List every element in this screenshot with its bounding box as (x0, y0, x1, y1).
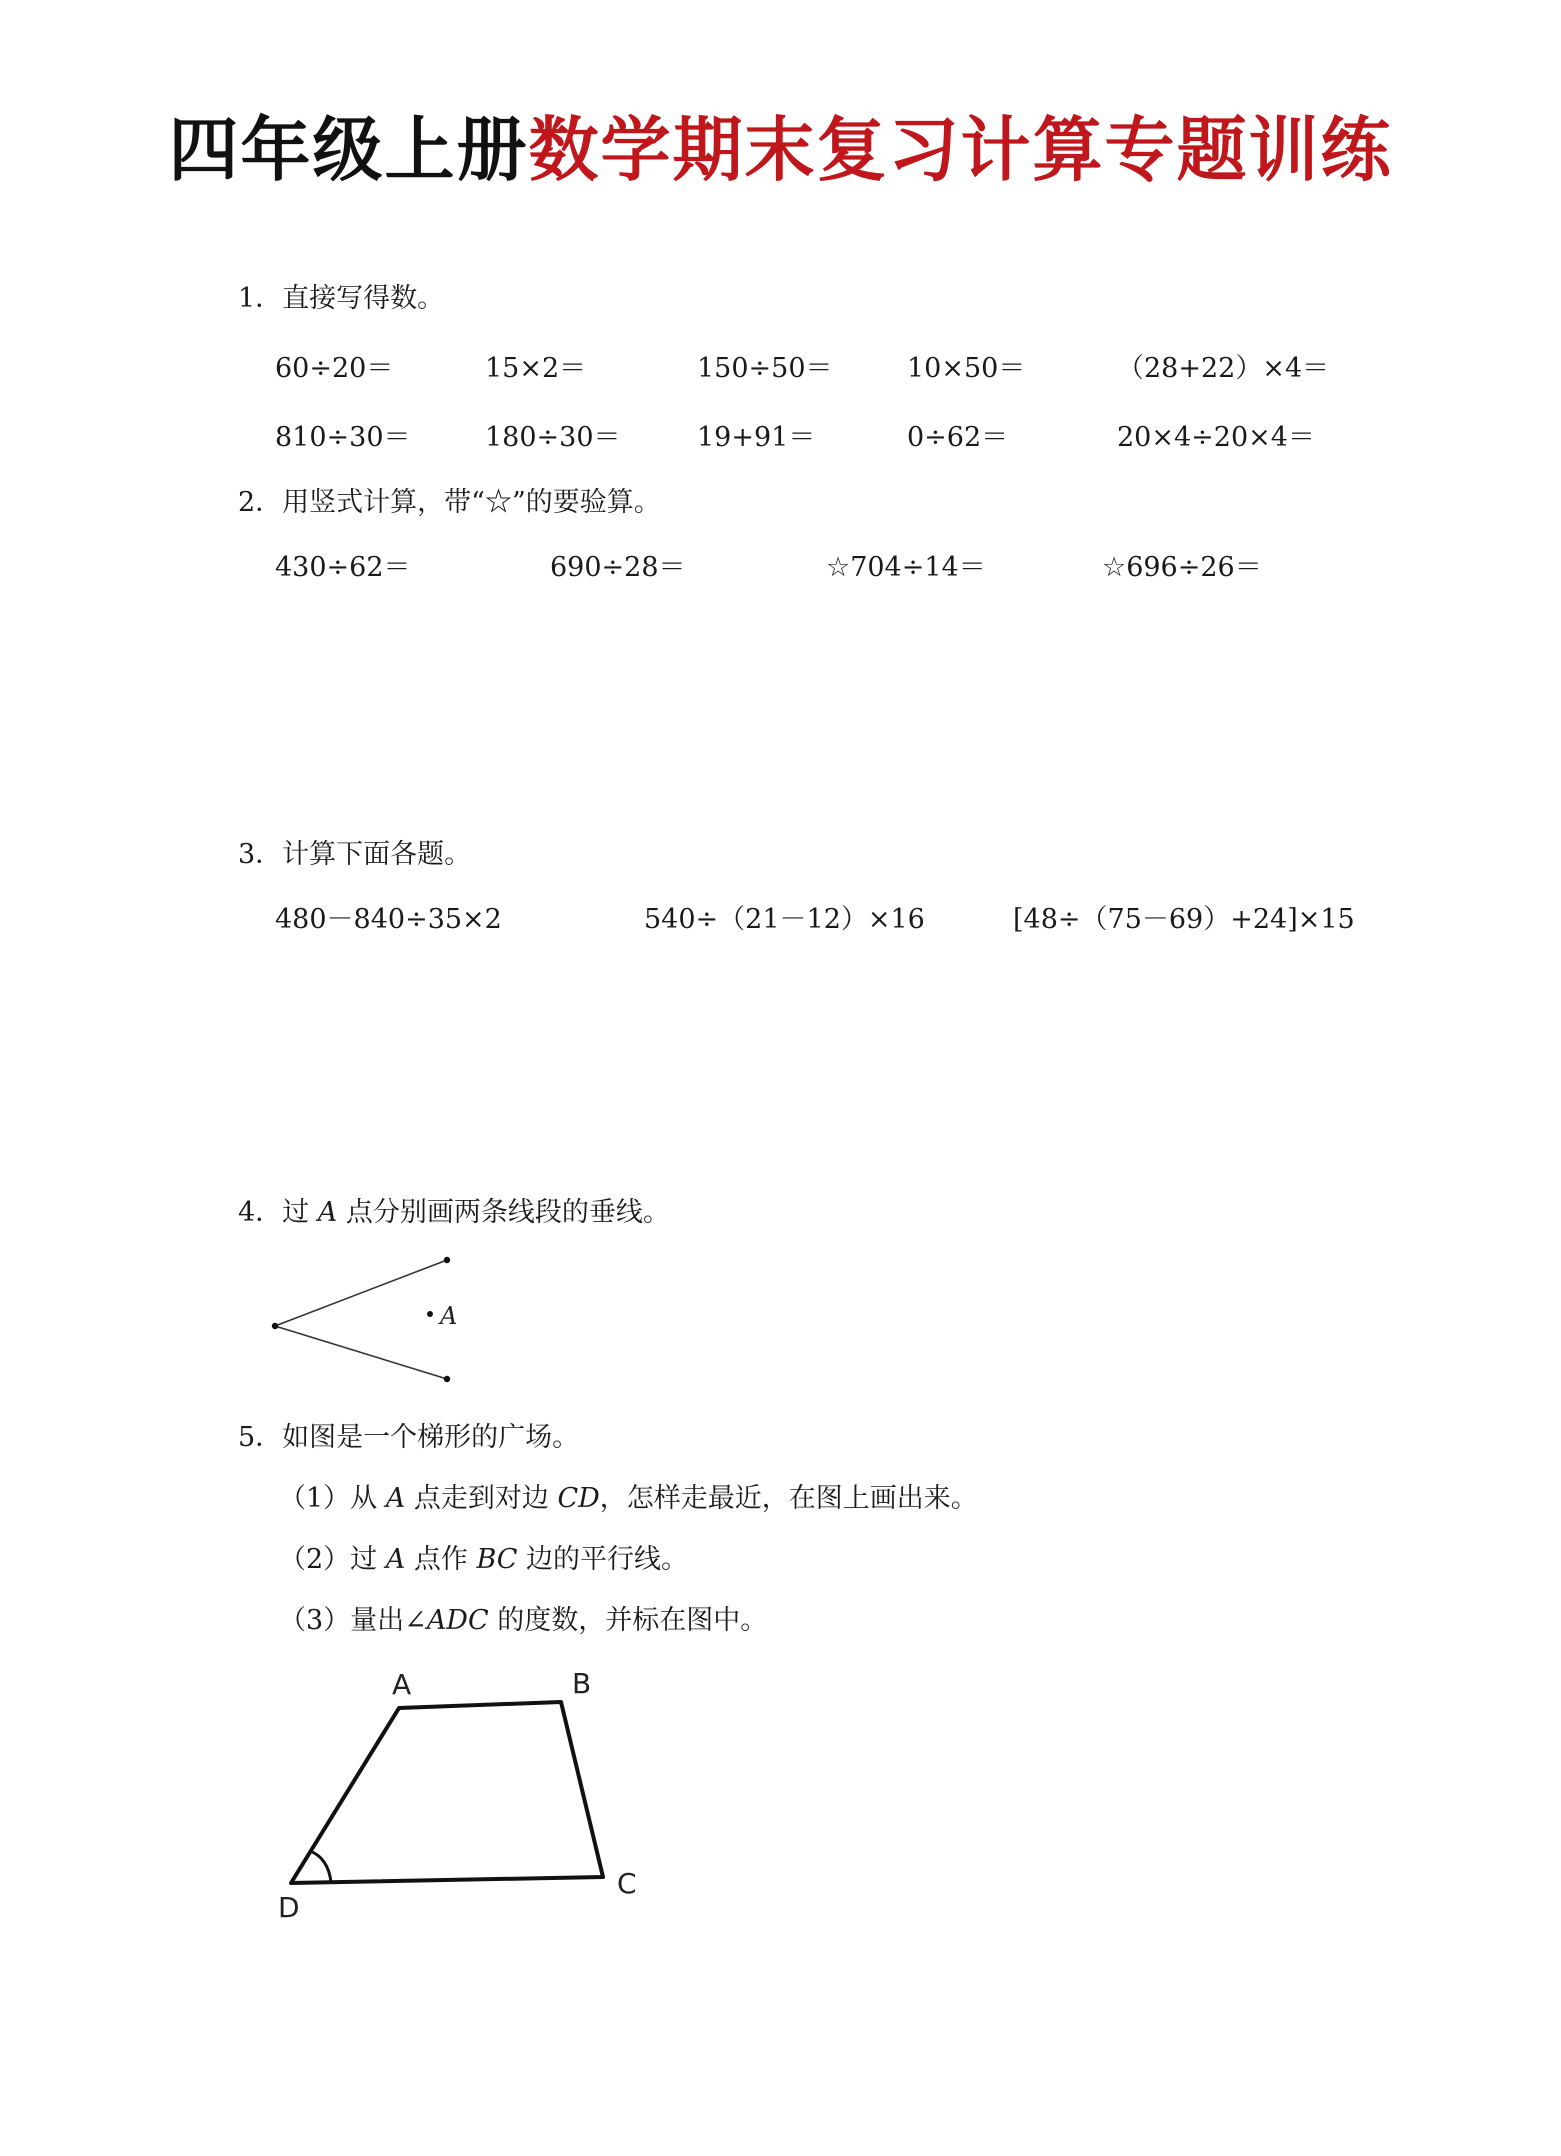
vertex-d-label: D (278, 1891, 300, 1924)
trapezoid (291, 1702, 603, 1883)
q2-heading: 2．用竖式计算，带“☆”的要验算。 (238, 487, 661, 518)
title-topic: 数学期末复习计算专题训练 (528, 109, 1393, 191)
q2-item-3: ☆704÷14＝ (826, 552, 986, 583)
q1-r2-c5: 20×4÷20×4＝ (1117, 422, 1315, 453)
q1-r2-c1: 810÷30＝ (275, 422, 411, 453)
q5-sub-3-post: 的度数，并标在图中。 (488, 1605, 768, 1636)
q2-item-4: ☆696÷26＝ (1102, 552, 1262, 583)
q4-heading-pre: 4．过 (238, 1197, 318, 1228)
angle-d-arc (310, 1851, 331, 1882)
q4-heading-var: A (317, 1197, 338, 1228)
q1-r2-c3: 19+91＝ (697, 422, 816, 453)
q5-sub-1-post: ，怎样走最近，在图上画出来。 (599, 1483, 978, 1514)
point-a-label: A (440, 1302, 458, 1330)
vertex-b-label: B (572, 1667, 592, 1700)
vertex-c-label: C (617, 1867, 637, 1900)
q1-r1-c3: 150÷50＝ (697, 353, 833, 384)
q1-r1-c2: 15×2＝ (485, 353, 587, 384)
q2-item-2: 690÷28＝ (550, 552, 686, 583)
q5-sub-3 (279, 1604, 767, 1638)
vertex-dot (272, 1323, 278, 1329)
q3-item-2: 540÷（21－12）×16 (644, 904, 925, 935)
q2-item-1: 430÷62＝ (275, 552, 411, 583)
q5-sub-2 (279, 1543, 688, 1577)
point-a-dot (427, 1311, 433, 1317)
q1-heading: 1．直接写得数。 (238, 283, 445, 314)
q5-sub-2-pre: （2）过 (279, 1544, 386, 1575)
q5-sub-1-pre: （1）从 (279, 1483, 386, 1514)
q3-item-1: 480－840÷35×2 (275, 904, 502, 935)
q5-sub-2-var-bc: BC (476, 1544, 518, 1575)
q5-heading: 5．如图是一个梯形的广场。 (238, 1422, 580, 1453)
q5-sub-1-mid: 点走到对边 (405, 1483, 558, 1514)
q1-r1-c1: 60÷20＝ (275, 353, 394, 384)
q1-r2-c4: 0÷62＝ (907, 422, 1009, 453)
q5-sub-2-mid: 点作 (405, 1544, 477, 1575)
q5-sub-2-var-a: A (385, 1544, 406, 1575)
q5-sub-2-post: 边的平行线。 (517, 1544, 689, 1575)
upper-segment (275, 1260, 447, 1326)
q1-r1-c4: 10×50＝ (907, 353, 1026, 384)
q1-r1-c5: （28+22）×4＝ (1117, 353, 1330, 384)
vertex-a-label: A (392, 1668, 412, 1701)
q5-sub-3-pre: （3）量出∠ (279, 1605, 427, 1636)
q1-r2-c2: 180÷30＝ (485, 422, 621, 453)
title-grade: 四年级上册 (168, 109, 529, 191)
q5-sub-3-var-adc: ADC (426, 1605, 489, 1636)
q3-item-3: [48÷（75－69）+24]×15 (1013, 904, 1355, 935)
lower-end-dot (444, 1376, 450, 1382)
upper-end-dot (444, 1257, 450, 1263)
q5-sub-1-var-cd: CD (557, 1483, 600, 1514)
q5-sub-1 (279, 1482, 978, 1516)
q4-heading-post: 点分别画两条线段的垂线。 (337, 1197, 670, 1228)
lower-segment (275, 1326, 447, 1379)
q5-sub-1-var-a: A (385, 1483, 406, 1514)
q3-heading: 3．计算下面各题。 (238, 839, 472, 870)
